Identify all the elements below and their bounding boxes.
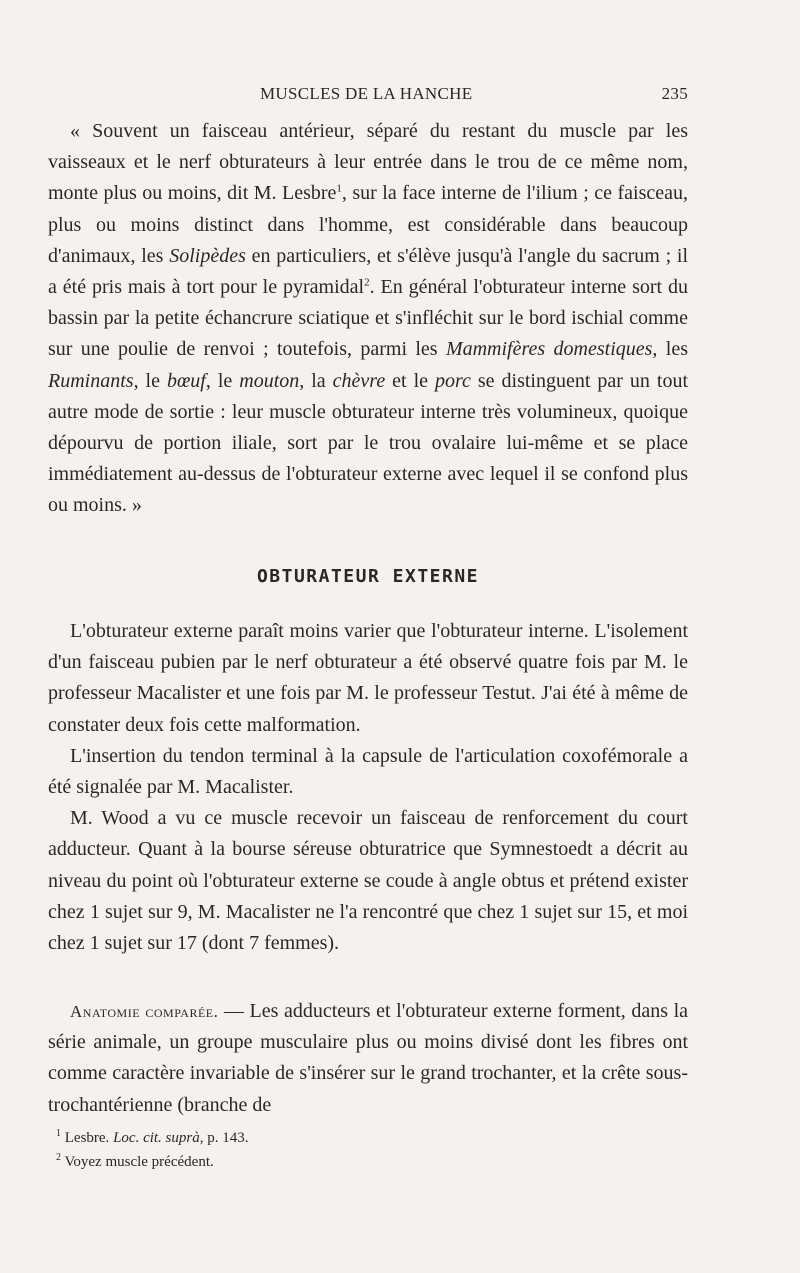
running-title: MUSCLES DE LA HANCHE [260,84,473,103]
section-body [48,616,688,959]
term-ruminants: Ruminants [48,369,134,392]
footnotes [56,1126,676,1174]
term-solipedes: Solipèdes [169,244,246,267]
comparative-anatomy [48,996,688,1121]
paragraph-1: L'obturateur externe paraît moins varier que l'obturateur interne. L'isolement d'un faisceau pubien par le nerf obturateur a été observé quatre fois par M. le professeur Macalister et une fois par M. le professeur Testut. J'ai été à même de constater deux fois cette malformation. [48,620,688,736]
page-number: 235 [661,84,688,103]
footnote-ref-2: 2 [364,276,370,289]
footnote-2: $^2$ Voyez muscle précédent. [56,1152,214,1170]
comparative-paragraph: Anatomie comparée. — Les adducteurs et l'obturateur externe forment, dans la série animale, un groupe musculaire plus ou moins divisé dont les fibres ont comme caractère invariable de s'insérer sur le grand trochanter, et la crête sous-trochantérienne (branche de [48,1000,689,1116]
paragraph-3: M. Wood a vu ce muscle recevoir un faisceau de renforcement du court adducteur. Quant à la bourse séreuse obturatrice que Symnestoedt a décrit au niveau du point où l'obturateur externe se coude à angle obtus et prétend exister chez 1 sujet sur 9, M. Macalister ne l'a rencontré que chez 1 sujet sur 15, et moi chez 1 sujet sur 17 (dont 7 femmes). [48,807,688,955]
section-heading: OBTURATEUR EXTERNE [256,566,480,587]
term-porc: porc [435,369,471,392]
quote-block [48,116,688,522]
term-chevre: chèvre [332,369,386,392]
footnote-1: $^1$ Lesbre. Loc. cit. suprà, p. 143. [56,1128,249,1146]
comparative-label: Anatomie comparée. [70,1002,219,1021]
footnote-ref-1: 1 [336,182,342,195]
paragraph-2: L'insertion du tendon terminal à la capsule de l'articulation coxofémorale a été signalée par M. Macalister. [48,744,688,799]
term-mammiferes: Mammifères domestiques [445,338,653,361]
term-boeuf: bœuf [166,369,206,392]
quote-paragraph: « Souvent un faisceau antérieur, séparé du restant du muscle par les vaisseaux et le nerf obturateurs à leur entrée dans le trou de ce même nom, monte plus ou moins, dit M. Lesbre$^1$, sur la face interne de l'ilium ; ce faisceau, plus ou moins distinct dans l'homme, est considérable dans beaucoup d'animaux, les Solipèdes en particuliers, et s'élève jusqu'à l'angle du sacrum ; il a été pris mais à tort pour le pyramidal$^2$. En général l'obturateur interne sort du bassin par la petite échancrure sciatique et s'infléchit sur le bord ischial comme sur une poulie de renvoi ; toutefois, parmi les Mammifères domestiques, les Ruminants, le bœuf, le mouton, la chèvre et le porc se distinguent par un tout autre mode de sortie : leur muscle obturateur interne très volumineux, quoique dépourvu de portion iliale, sort par le trou ovalaire lui-même et se place immédiatement au-dessus de l'obturateur externe avec lequel il se confond plus ou moins. » [48,120,688,517]
term-mouton: mouton [239,369,300,392]
